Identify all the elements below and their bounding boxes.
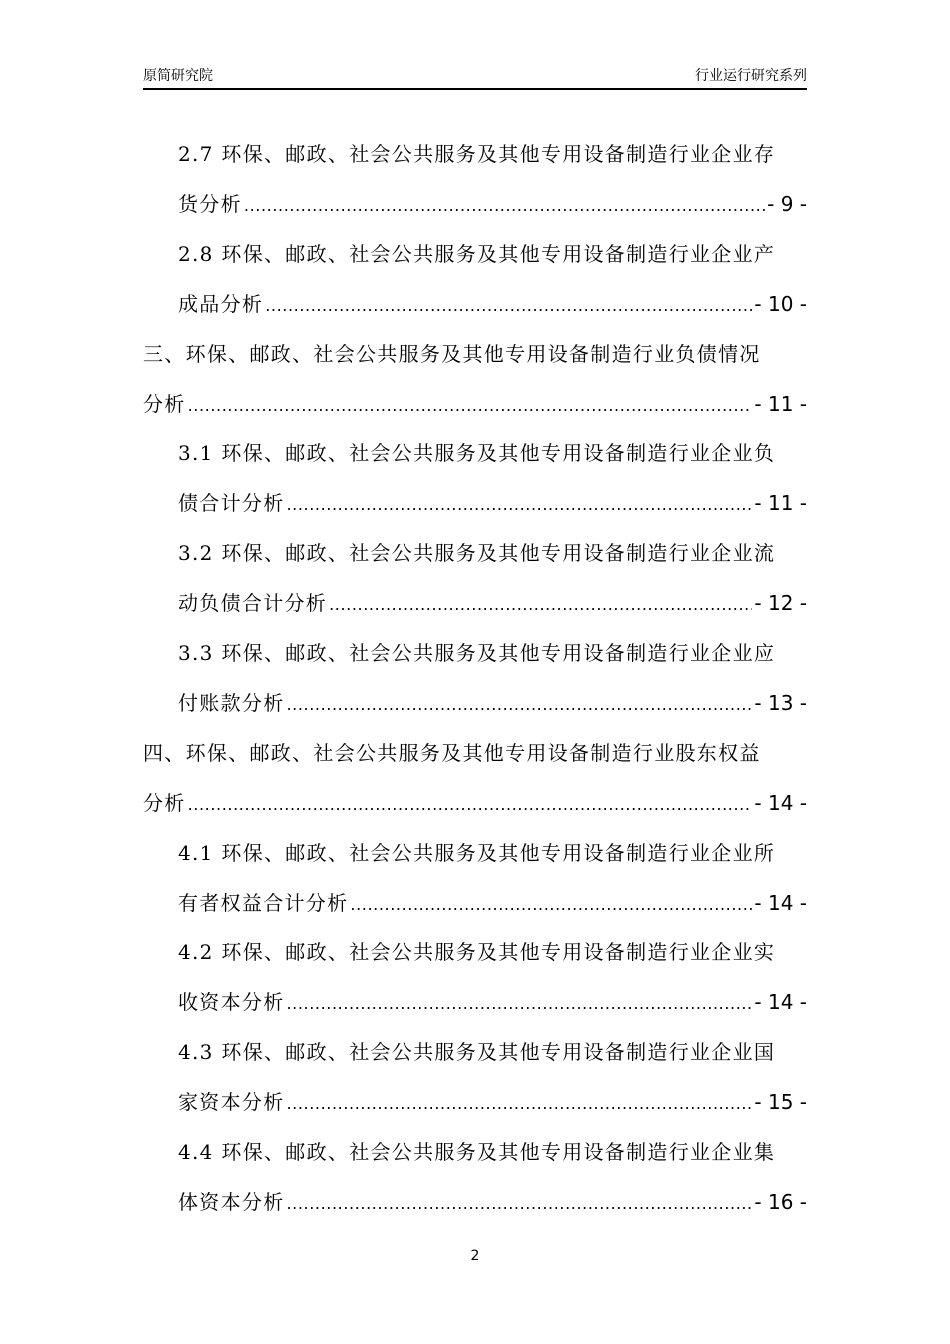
dot-leader (350, 891, 752, 919)
toc-entry-number: 4.4 (178, 1140, 214, 1164)
toc-entry-continuation[interactable] (178, 689, 807, 719)
toc-entry-number: 4.2 (178, 940, 214, 965)
toc-entry-title-line1: 环保、邮政、社会公共服务及其他专用设备制造行业企业所 (221, 840, 776, 865)
toc-entry-title[interactable] (178, 639, 807, 667)
toc-entry-title-line2: 债合计分析 (178, 491, 285, 516)
dot-leader (287, 491, 753, 519)
toc-entry-continuation[interactable] (178, 290, 807, 320)
page-number: 2 (470, 1248, 480, 1264)
dot-leader (188, 392, 753, 420)
toc-entry-title[interactable] (178, 539, 807, 567)
toc-entry-title-line1: 环保、邮政、社会公共服务及其他专用设备制造行业企业存 (221, 142, 776, 166)
page-header (143, 66, 807, 88)
toc-entry-number: 3.3 (178, 641, 214, 665)
toc-entry-continuation[interactable] (143, 789, 807, 819)
toc-entry-title-line1: 环保、邮政、社会公共服务及其他专用设备制造行业企业应 (221, 641, 776, 665)
header-series-name: 行业运行研究系列 (695, 68, 807, 84)
toc-page-number[interactable]: - 9 - (767, 192, 807, 216)
toc-entry-title-line2: 收资本分析 (178, 990, 285, 1015)
dot-leader (287, 691, 753, 719)
toc-entry-continuation[interactable] (178, 1088, 807, 1118)
toc-entry-title-line2: 体资本分析 (178, 1190, 285, 1214)
toc-entry-continuation[interactable] (143, 390, 807, 420)
toc-entry-number: 2.8 (178, 241, 214, 266)
toc-entry-continuation[interactable] (178, 889, 807, 919)
toc-entry-continuation[interactable] (178, 988, 807, 1018)
dot-leader (287, 990, 753, 1018)
toc-page-number[interactable]: - 11 - (754, 391, 807, 416)
toc-entry-continuation[interactable] (178, 1188, 807, 1218)
dot-leader (188, 791, 753, 819)
toc-page-number[interactable]: - 14 - (754, 990, 807, 1015)
toc-entry-continuation[interactable] (178, 589, 807, 619)
toc-entry-number: 4.3 (178, 1040, 214, 1065)
header-org-name: 原简研究院 (143, 68, 213, 84)
toc-entry-number: 三、 (143, 341, 186, 366)
toc-entry-title-line1: 环保、邮政、社会公共服务及其他专用设备制造行业股东权益 (185, 740, 761, 765)
toc-entry-number: 3.1 (178, 441, 214, 466)
toc-page-number[interactable]: - 10 - (754, 291, 807, 316)
toc-entry-title-line2: 分析 (143, 790, 186, 815)
toc-entry-number: 2.7 (178, 142, 214, 166)
toc-entry-title-line2: 分析 (143, 391, 186, 416)
dot-leader (287, 1090, 753, 1118)
toc-entry-title-line2: 付账款分析 (178, 691, 285, 715)
toc-page-number[interactable]: - 15 - (754, 1090, 807, 1115)
dot-leader (329, 591, 752, 619)
toc-entry-title[interactable] (143, 739, 807, 767)
toc-entry-title-line2: 有者权益合计分析 (178, 890, 349, 915)
toc-page-number[interactable]: - 12 - (754, 591, 807, 616)
toc-entry-title[interactable] (178, 439, 807, 467)
toc-entry-title[interactable] (178, 140, 807, 168)
toc-entry-title-line1: 环保、邮政、社会公共服务及其他专用设备制造行业企业国 (221, 1040, 776, 1065)
toc-entry-title-line1: 环保、邮政、社会公共服务及其他专用设备制造行业企业产 (221, 241, 776, 266)
toc-entry-number: 四、 (143, 740, 186, 765)
toc-page-number[interactable]: - 14 - (754, 890, 807, 915)
toc-entry-title[interactable] (178, 938, 807, 966)
toc-page-number[interactable]: - 13 - (754, 691, 807, 715)
toc-entry-title-line2: 货分析 (178, 192, 242, 216)
header-divider (143, 88, 807, 90)
toc-entry-title[interactable] (178, 240, 807, 268)
toc-entry-number: 3.2 (178, 541, 214, 566)
dot-leader (265, 292, 752, 320)
toc-page-number[interactable]: - 16 - (754, 1190, 807, 1214)
toc-entry-title[interactable] (178, 1038, 807, 1066)
toc-entry-continuation[interactable] (178, 190, 807, 220)
toc-entry-title[interactable] (178, 1138, 807, 1166)
dot-leader (287, 1190, 753, 1218)
toc-page-number[interactable]: - 11 - (754, 491, 807, 516)
toc-entry-title-line2: 成品分析 (178, 291, 264, 316)
toc-entry-title-line1: 环保、邮政、社会公共服务及其他专用设备制造行业企业流 (221, 541, 776, 566)
toc-entry-title-line1: 环保、邮政、社会公共服务及其他专用设备制造行业企业实 (221, 940, 776, 965)
toc-entry-continuation[interactable] (178, 489, 807, 519)
toc-entry-title-line1: 环保、邮政、社会公共服务及其他专用设备制造行业企业负 (221, 441, 776, 466)
dot-leader (244, 192, 765, 220)
toc-entry-title-line2: 家资本分析 (178, 1090, 285, 1115)
toc-entry-title-line2: 动负债合计分析 (178, 591, 328, 616)
toc-entry-title-line1: 环保、邮政、社会公共服务及其他专用设备制造行业负债情况 (185, 341, 761, 366)
toc-page-number[interactable]: - 14 - (754, 790, 807, 815)
toc-entry-title[interactable] (178, 839, 807, 867)
toc-entry-number: 4.1 (178, 840, 214, 865)
toc-entry-title-line1: 环保、邮政、社会公共服务及其他专用设备制造行业企业集 (221, 1140, 776, 1164)
toc-entry-title[interactable] (143, 340, 807, 368)
